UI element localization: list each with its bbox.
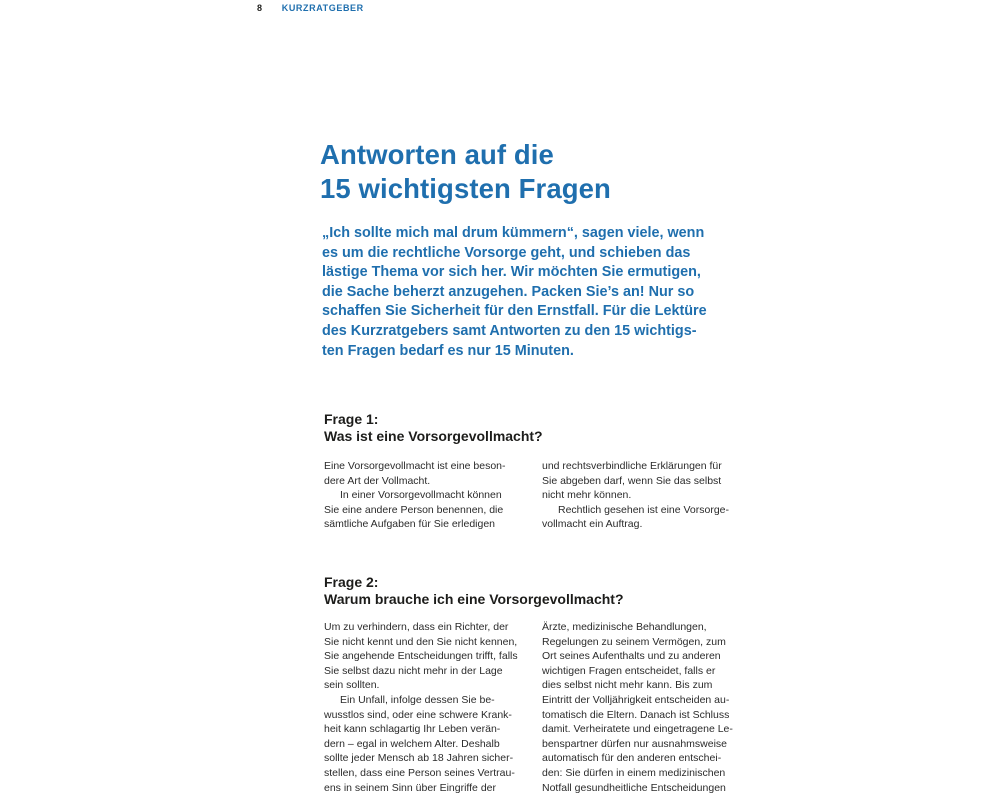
text-line: und rechtsverbindliche Erklärungen für (542, 460, 722, 472)
text-line: ens in seinem Sinn über Eingriffe der (324, 781, 496, 794)
text-line: Um zu verhindern, dass ein Richter, der (324, 621, 509, 633)
text-line: nicht mehr können. (542, 489, 632, 502)
text-line: Sie eine andere Person benennen, die (324, 503, 504, 516)
faq-label: Frage 2: (324, 574, 379, 590)
text-line: benspartner dürfen nur ausnahmsweise (542, 737, 728, 750)
text-line: Regelungen zu seinem Vermögen, zum (542, 635, 726, 648)
text-line: stellen, dass eine Person seines Vertrau- (324, 766, 515, 779)
section-label: KURZRATGEBER (281, 3, 364, 13)
text-line: tomatisch die Eltern. Danach ist Schluss (542, 708, 730, 721)
faq-label: Frage 1: (324, 411, 379, 427)
text-line: dere Art der Vollmacht. (324, 474, 431, 487)
text-line: vollmacht ein Auftrag. (542, 518, 643, 531)
text-line: wichtigen Fragen entscheidet, falls er (542, 664, 716, 677)
intro-line: schaffen Sie Sicherheit für den Ernstfall. Für die Lektüre (322, 303, 707, 320)
text-line: Rechtlich gesehen ist eine Vorsorge- (558, 503, 730, 516)
text-line: Sie nicht kennt und den Sie nicht kennen, (324, 635, 518, 648)
text-line: den: Sie dürfen in einem medizinischen (542, 766, 726, 779)
text-line: Ärzte, medizinische Behandlungen, (542, 621, 707, 633)
text-line: wusstlos sind, oder eine schwere Krank- (324, 708, 512, 721)
text-line: automatisch für den anderen entschei- (542, 752, 722, 765)
faq-question: Was ist eine Vorsorgevollmacht? (324, 428, 543, 444)
text-line: Sie angehende Entscheidungen trifft, falls (324, 650, 518, 663)
page-title (320, 138, 760, 206)
text-line: Eintritt der Volljährigkeit entscheiden au- (542, 693, 730, 706)
faq-1-heading (324, 411, 543, 445)
text-line: sämtliche Aufgaben für Sie erledigen (324, 518, 496, 531)
intro-line: lästige Thema vor sich her. Wir möchten Sie ermutigen, (322, 264, 701, 281)
text-line: dern – egal in welchem Alter. Deshalb (324, 737, 500, 750)
text-line: dies selbst nicht mehr kann. Bis zum (542, 679, 713, 692)
text-line: Sie selbst dazu nicht mehr in der Lage (324, 664, 503, 677)
faq-question: Warum brauche ich eine Vorsorgevollmacht? (324, 591, 624, 607)
faq-2-column-left (324, 620, 534, 795)
intro-line: „Ich sollte mich mal drum kümmern“, sagen viele, wenn (322, 225, 705, 241)
text-line: In einer Vorsorgevollmacht können (340, 489, 502, 502)
faq-1-column-left (324, 459, 534, 532)
text-line: damit. Verheiratete und eingetragene Le- (542, 723, 733, 736)
title-line: Antworten auf die (320, 139, 554, 170)
page-number: 8 (257, 3, 263, 13)
text-line: Sie abgeben darf, wenn Sie das selbst (542, 474, 722, 487)
text-line: Notfall gesundheitliche Entscheidungen (542, 781, 726, 794)
faq-1-column-right (542, 459, 752, 532)
text-line: heit kann schlagartig Ihr Leben verän- (324, 723, 501, 736)
intro-paragraph (322, 224, 742, 361)
title-line: 15 wichtigsten Fragen (320, 173, 611, 204)
intro-line: ten Fragen bedarf es nur 15 Minuten. (322, 342, 574, 359)
text-line: sollte jeder Mensch ab 18 Jahren sicher- (324, 752, 514, 765)
text-line: Ort seines Aufenthalts und zu anderen (542, 650, 721, 663)
text-line: sein sollten. (324, 679, 380, 692)
text-line: Ein Unfall, infolge dessen Sie be- (340, 693, 495, 706)
faq-2-heading (324, 574, 624, 608)
text-line: Eine Vorsorgevollmacht ist eine beson- (324, 460, 506, 472)
faq-2-column-right (542, 620, 752, 795)
intro-line: des Kurzratgebers samt Antworten zu den 15 wichtigs- (322, 322, 697, 339)
intro-line: die Sache beherzt anzugehen. Packen Sie’s an! Nur so (322, 283, 695, 300)
intro-line: es um die rechtliche Vorsorge geht, und schieben das (322, 244, 691, 261)
running-header (257, 3, 364, 13)
